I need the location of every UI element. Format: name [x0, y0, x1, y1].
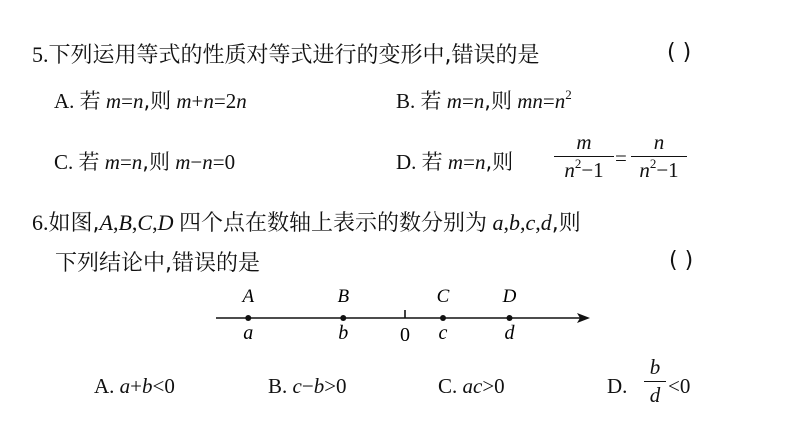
fraction-bar [554, 156, 614, 157]
question-text: 下列运用等式的性质对等式进行的变形中,错误的是 [48, 43, 540, 68]
option-a[interactable] [94, 374, 175, 399]
option-b[interactable] [396, 85, 572, 115]
point-value-b: b [338, 322, 349, 344]
origin-label: 0 [400, 324, 410, 346]
question-text: ,则 [551, 211, 581, 236]
word-then: ,则 [485, 150, 514, 174]
option-letter: C. [54, 150, 74, 174]
equals-sign: = [542, 89, 555, 113]
option-letter: B. [396, 89, 416, 113]
option-letter: A. [94, 374, 115, 398]
numerator: n [653, 130, 665, 154]
equals-sign: = [119, 150, 132, 174]
number-line-points [240, 286, 516, 344]
operator: − [301, 374, 314, 398]
question-5-stem [32, 38, 540, 69]
question-number: 6. [32, 210, 49, 235]
numerator: m [576, 130, 592, 154]
word-if: 若 [78, 150, 100, 174]
point-value-a: a [243, 322, 254, 344]
equals-sign: = [213, 89, 226, 113]
word-then: ,则 [143, 89, 172, 113]
number: 2 [225, 89, 237, 113]
question-6-stem: 6.如图,A,B,C,D 四个点在数轴上表示的数分别为 a,b,c,d,则 [32, 210, 581, 236]
var: b [313, 374, 325, 398]
option-d[interactable] [607, 374, 627, 399]
answer-paren: ( ) [669, 248, 694, 273]
question-text: 如图, [48, 211, 100, 236]
var: m [105, 89, 122, 113]
relation: <0 [152, 374, 175, 398]
equals-sign: = [463, 150, 475, 174]
var: n [474, 150, 486, 174]
denominator: $n^2-1$ [639, 156, 679, 182]
word-then: ,则 [484, 89, 512, 113]
point-value-d: d [504, 322, 515, 344]
relation: >0 [324, 374, 347, 398]
point-label-c: C [436, 286, 450, 307]
denominator: d [649, 383, 661, 407]
var: ac [462, 374, 483, 398]
option-c[interactable] [54, 146, 235, 176]
point-dot-a [245, 315, 251, 321]
word-if: 若 [420, 89, 442, 113]
question-number: 5. [32, 42, 49, 67]
relation: <0 [668, 374, 691, 398]
word-if: 若 [79, 89, 101, 113]
fraction-2 [631, 130, 687, 182]
point-label-b: B [337, 286, 350, 307]
var: m [175, 150, 191, 174]
fraction-1 [554, 130, 614, 182]
point-dot-c [440, 315, 446, 321]
answer-paren: ( ) [667, 40, 692, 65]
option-letter: B. [268, 374, 288, 398]
var: n [236, 89, 247, 113]
option-a[interactable] [54, 85, 247, 115]
var: m [176, 89, 192, 113]
option-letter: A. [54, 89, 75, 113]
var: m [447, 150, 464, 174]
fraction-b-over-d [644, 355, 666, 407]
operator: + [130, 374, 143, 398]
var: n [554, 89, 566, 113]
exponent: 2 [565, 87, 572, 102]
var: n [202, 150, 213, 174]
relation: >0 [482, 374, 505, 398]
numerator: b [649, 355, 661, 379]
option-letter: C. [438, 374, 458, 398]
question-6-line2: 下列结论中,错误的是 [55, 251, 260, 276]
point-dot-d [507, 315, 513, 321]
option-c[interactable] [438, 374, 505, 399]
point-label-a: A [242, 286, 255, 307]
number-line [0, 282, 794, 352]
var: n [131, 150, 143, 174]
var: n [132, 89, 144, 113]
var: n [473, 89, 485, 113]
question-text: 四个点在数轴上表示的数分别为 [178, 211, 487, 236]
equals-sign: = [461, 89, 474, 113]
fraction-bar [631, 156, 687, 157]
operator: − [190, 150, 203, 174]
point-value-c: c [438, 322, 448, 344]
option-d[interactable] [396, 146, 513, 176]
fraction-bar [644, 381, 666, 382]
point-label-d: D [502, 286, 517, 307]
var: m [104, 150, 120, 174]
option-letter: D. [396, 150, 417, 174]
option-letter: D. [607, 374, 628, 398]
equals-sign: = [121, 89, 133, 113]
word-then: ,则 [142, 150, 170, 174]
var: c [292, 374, 302, 398]
equals-sign: = [615, 146, 627, 170]
var: mn [517, 89, 543, 113]
denominator: $n^2-1$ [564, 156, 604, 182]
option-b[interactable] [268, 374, 347, 399]
var: a [119, 374, 131, 398]
var: m [446, 89, 462, 113]
var: b [142, 374, 153, 398]
equals-sign: = [212, 150, 225, 174]
word-if: 若 [421, 150, 443, 174]
number: 0 [224, 150, 236, 174]
var: n [203, 89, 214, 113]
operator: + [191, 89, 204, 113]
point-dot-b [340, 315, 346, 321]
